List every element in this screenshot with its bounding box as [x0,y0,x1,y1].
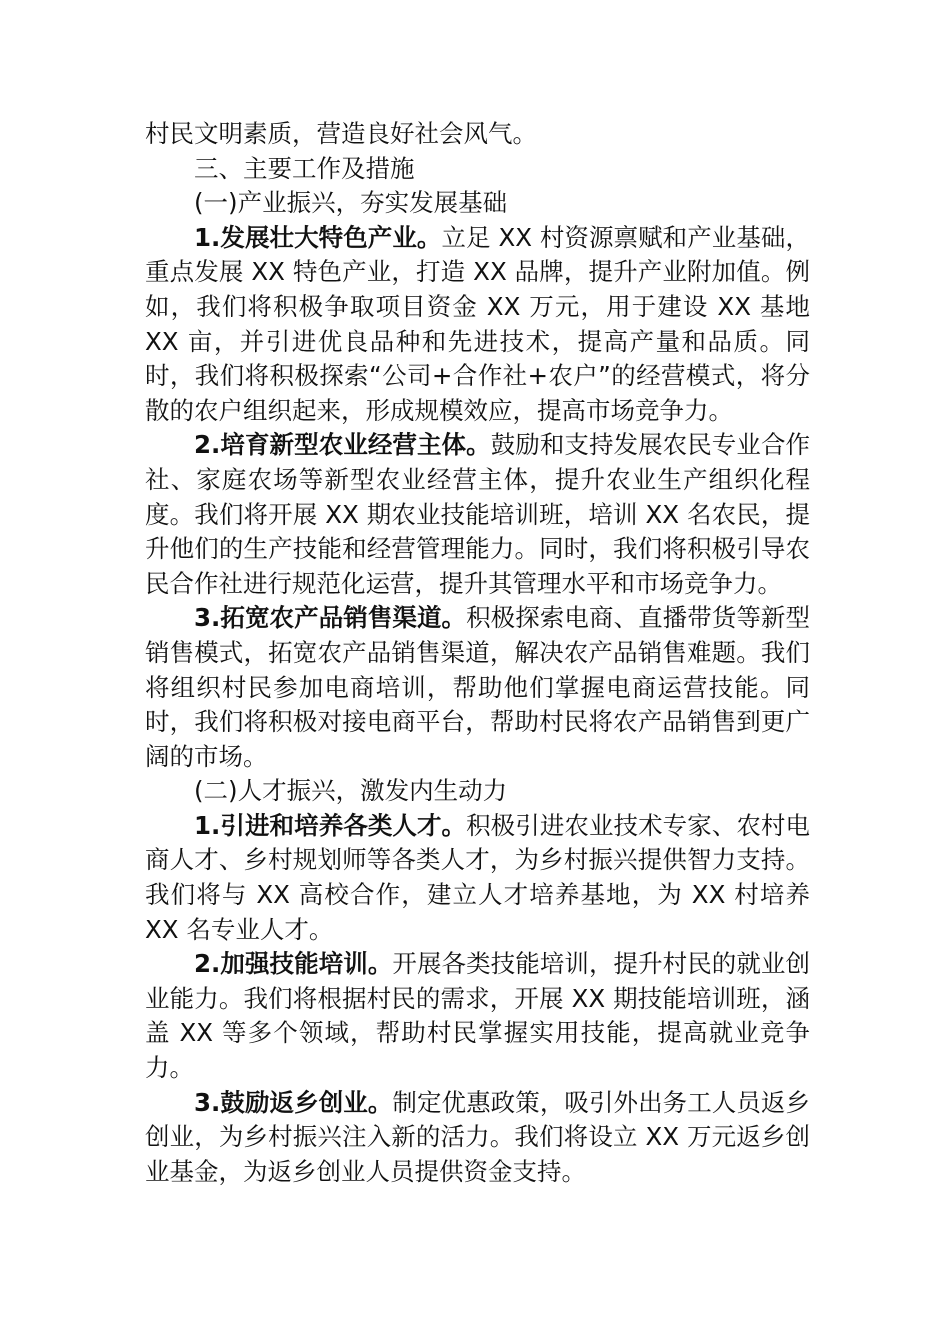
section-heading: 三、主要工作及措施 [194,153,415,183]
paragraph-talent-3 [145,1086,810,1190]
paragraph-lead: 1.发展壮大特色产业。 [194,222,442,252]
paragraph-body: 立足 XX 村资源禀赋和产业基础，重点发展 XX 特色产业，打造 XX 品牌，提升产业附加值。例如，我们将积极争取项目资金 XX 万元，用于建设 XX 基地 XX 亩，并引进优良品种和先进技术，提高产量和品质。同时，我们将积极探索“公司+合作社+农户”的经营模式，将分散的农户组织起来，形成规模效应，提高市场竞争力。 [145,222,810,425]
paragraph-lead: 2.培育新型农业经营主体。 [194,430,491,460]
document-page [145,117,810,1189]
paragraph-body: 积极引进农业技术专家、农村电商人才、乡村规划师等各类人才，为乡村振兴提供智力支持。我们将与 XX 高校合作，建立人才培养基地，为 XX 村培养 XX 名专业人才。 [145,810,810,944]
paragraph-lead: 3.鼓励返乡创业。 [194,1087,393,1117]
paragraph-lead: 3.拓宽农产品销售渠道。 [194,603,467,633]
paragraph-talent-1 [145,809,810,947]
paragraph-lead: 1.引进和培养各类人才。 [194,810,467,840]
paragraph-body: 鼓励和支持发展农民专业合作社、家庭农场等新型农业经营主体，提升农业生产组织化程度。我们将开展 XX 期农业技能培训班，培训 XX 名农民，提升他们的生产技能和经营管理能力。同时，我们将积极引导农民合作社进行规范化运营，提升其管理水平和市场竞争力。 [145,430,811,598]
paragraph-industry-2 [145,428,810,601]
paragraph-industry-3 [145,601,810,774]
paragraph-talent-2 [145,947,810,1085]
paragraph-body: 积极探索电商、直播带货等新型销售模式，拓宽农产品销售渠道，解决农产品销售难题。我们将组织村民参加电商培训，帮助他们掌握电商运营技能。同时，我们将积极对接电商平台，帮助村民将农产品销售到更广阔的市场。 [145,603,810,771]
paragraph-body: 开展各类技能培训，提升村民的就业创业能力。我们将根据村民的需求，开展 XX 期技能培训班，涵盖 XX 等多个领域，帮助村民掌握实用技能，提高就业竞争力。 [145,949,810,1083]
paragraph-lead: 2.加强技能培训。 [194,949,393,979]
subsection-heading-talent: (二)人才振兴，激发内生动力 [194,776,508,806]
subsection-heading-industry: (一)产业振兴，夯实发展基础 [194,188,508,218]
continuation-paragraph: 村民文明素质，营造良好社会风气。 [145,119,537,148]
paragraph-body: 制定优惠政策，吸引外出务工人员返乡创业，为乡村振兴注入新的活力。我们将设立 XX 万元返乡创业基金，为返乡创业人员提供资金支持。 [145,1087,810,1186]
paragraph-industry-1 [145,221,810,429]
